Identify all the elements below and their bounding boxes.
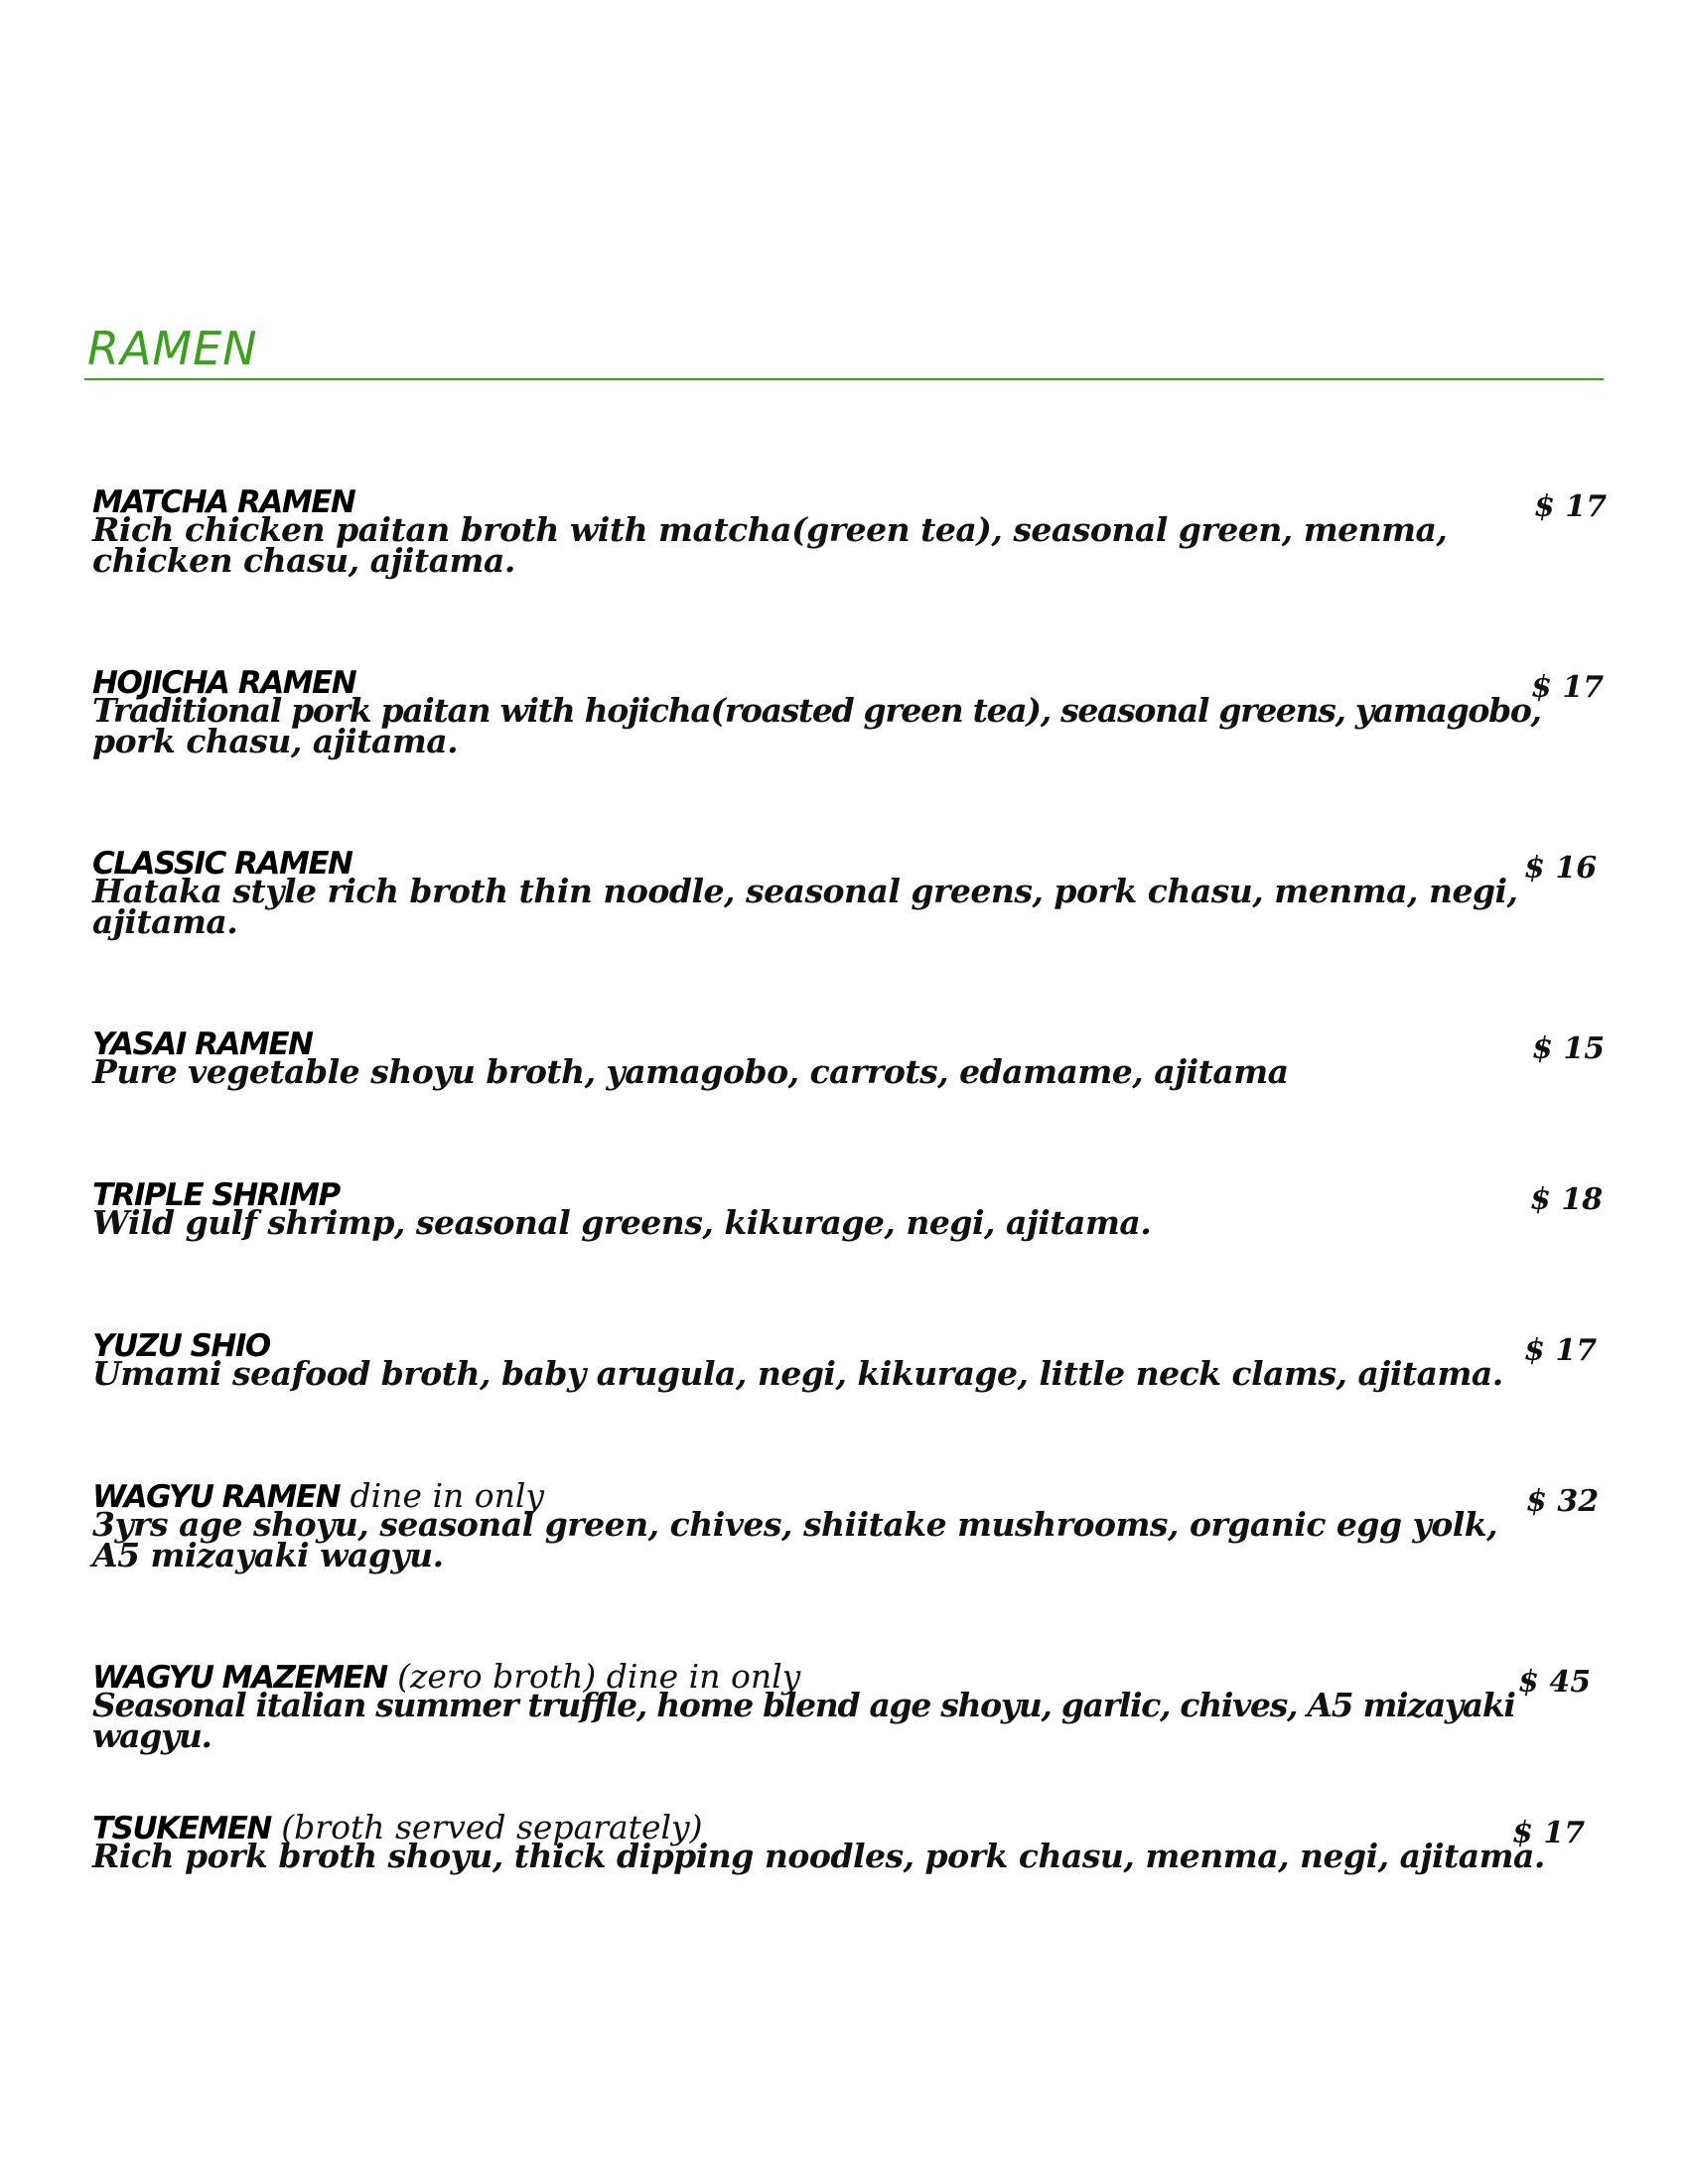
section-divider <box>84 378 1604 380</box>
item-description-line-2: ajitama. <box>92 902 238 941</box>
item-header <box>92 844 1612 886</box>
item-description-line-1: Pure vegetable shoyu broth, yamagobo, carrots, edamame, ajitama <box>92 1052 1289 1091</box>
item-name: WAGYU MAZEMEN <box>92 1660 387 1696</box>
item-header <box>92 1808 1612 1850</box>
item-name: TRIPLE SHRIMP <box>92 1177 340 1213</box>
item-description-line-2: A5 mizayaki wagyu. <box>92 1536 444 1574</box>
menu-item <box>92 482 1612 580</box>
menu-item <box>92 663 1612 760</box>
item-description-line-1: Rich pork broth shoyu, thick dipping noodles, pork chasu, menma, negi, ajitama. <box>92 1837 1545 1875</box>
section-title: RAMEN <box>87 322 258 375</box>
item-price: $ 17 <box>1534 489 1608 524</box>
item-name: MATCHA RAMEN <box>92 484 355 520</box>
item-header <box>92 1326 1612 1368</box>
item-header <box>92 1476 1612 1519</box>
item-price: $ 32 <box>1526 1484 1600 1519</box>
item-name: YUZU SHIO <box>92 1328 270 1364</box>
item-note: (broth served separately) <box>270 1808 703 1846</box>
item-name: TSUKEMEN <box>92 1811 271 1846</box>
item-description-line-2: pork chasu, ajitama. <box>92 722 459 760</box>
menu-item <box>92 1476 1612 1574</box>
item-description-line-1: 3yrs age shoyu, seasonal green, chives, shiitake mushrooms, organic egg yolk, <box>92 1505 1498 1544</box>
menu-item <box>92 1024 1612 1091</box>
menu-item <box>92 1326 1612 1393</box>
menu-item <box>92 1175 1612 1242</box>
item-price: $ 18 <box>1530 1182 1604 1217</box>
item-note: dine in only <box>340 1476 545 1515</box>
item-description-line-1: Wild gulf shrimp, seasonal greens, kikurage, negi, ajitama. <box>92 1203 1152 1242</box>
item-name: WAGYU RAMEN <box>92 1479 341 1515</box>
item-price: $ 17 <box>1512 1816 1586 1850</box>
item-header <box>92 1024 1612 1066</box>
item-description-line-1: Rich chicken paitan broth with matcha(green tea), seasonal green, menma, <box>92 510 1448 549</box>
item-name: YASAI RAMEN <box>92 1026 313 1062</box>
item-price: $ 17 <box>1531 670 1605 705</box>
item-description-line-1: Hataka style rich broth thin noodle, seasonal greens, pork chasu, menma, negi, <box>92 872 1518 910</box>
item-name: HOJICHA RAMEN <box>92 665 356 701</box>
menu-item <box>92 844 1612 941</box>
item-description-line-1: Seasonal italian summer truffle, home blend age shoyu, garlic, chives, A5 mizayaki wagyu. <box>92 1686 1515 1755</box>
item-header <box>92 482 1612 524</box>
item-name: CLASSIC RAMEN <box>92 846 352 882</box>
item-note: (zero broth) dine in only <box>386 1657 801 1696</box>
menu-item <box>92 1808 1612 1875</box>
item-description-line-2: chicken chasu, ajitama. <box>92 541 515 580</box>
item-description-line-1: Umami seafood broth, baby arugula, negi, kikurage, little neck clams, ajitama. <box>92 1354 1503 1393</box>
item-header <box>92 663 1612 705</box>
item-header <box>92 1175 1612 1217</box>
item-header <box>92 1657 1612 1700</box>
item-price: $ 15 <box>1532 1031 1606 1066</box>
item-price: $ 17 <box>1524 1333 1598 1368</box>
menu-item <box>92 1657 1612 1755</box>
item-price: $ 16 <box>1524 851 1598 886</box>
item-description-line-1: Traditional pork paitan with hojicha(roasted green tea), seasonal greens, yamagobo, <box>92 691 1541 730</box>
item-price: $ 45 <box>1518 1665 1592 1700</box>
